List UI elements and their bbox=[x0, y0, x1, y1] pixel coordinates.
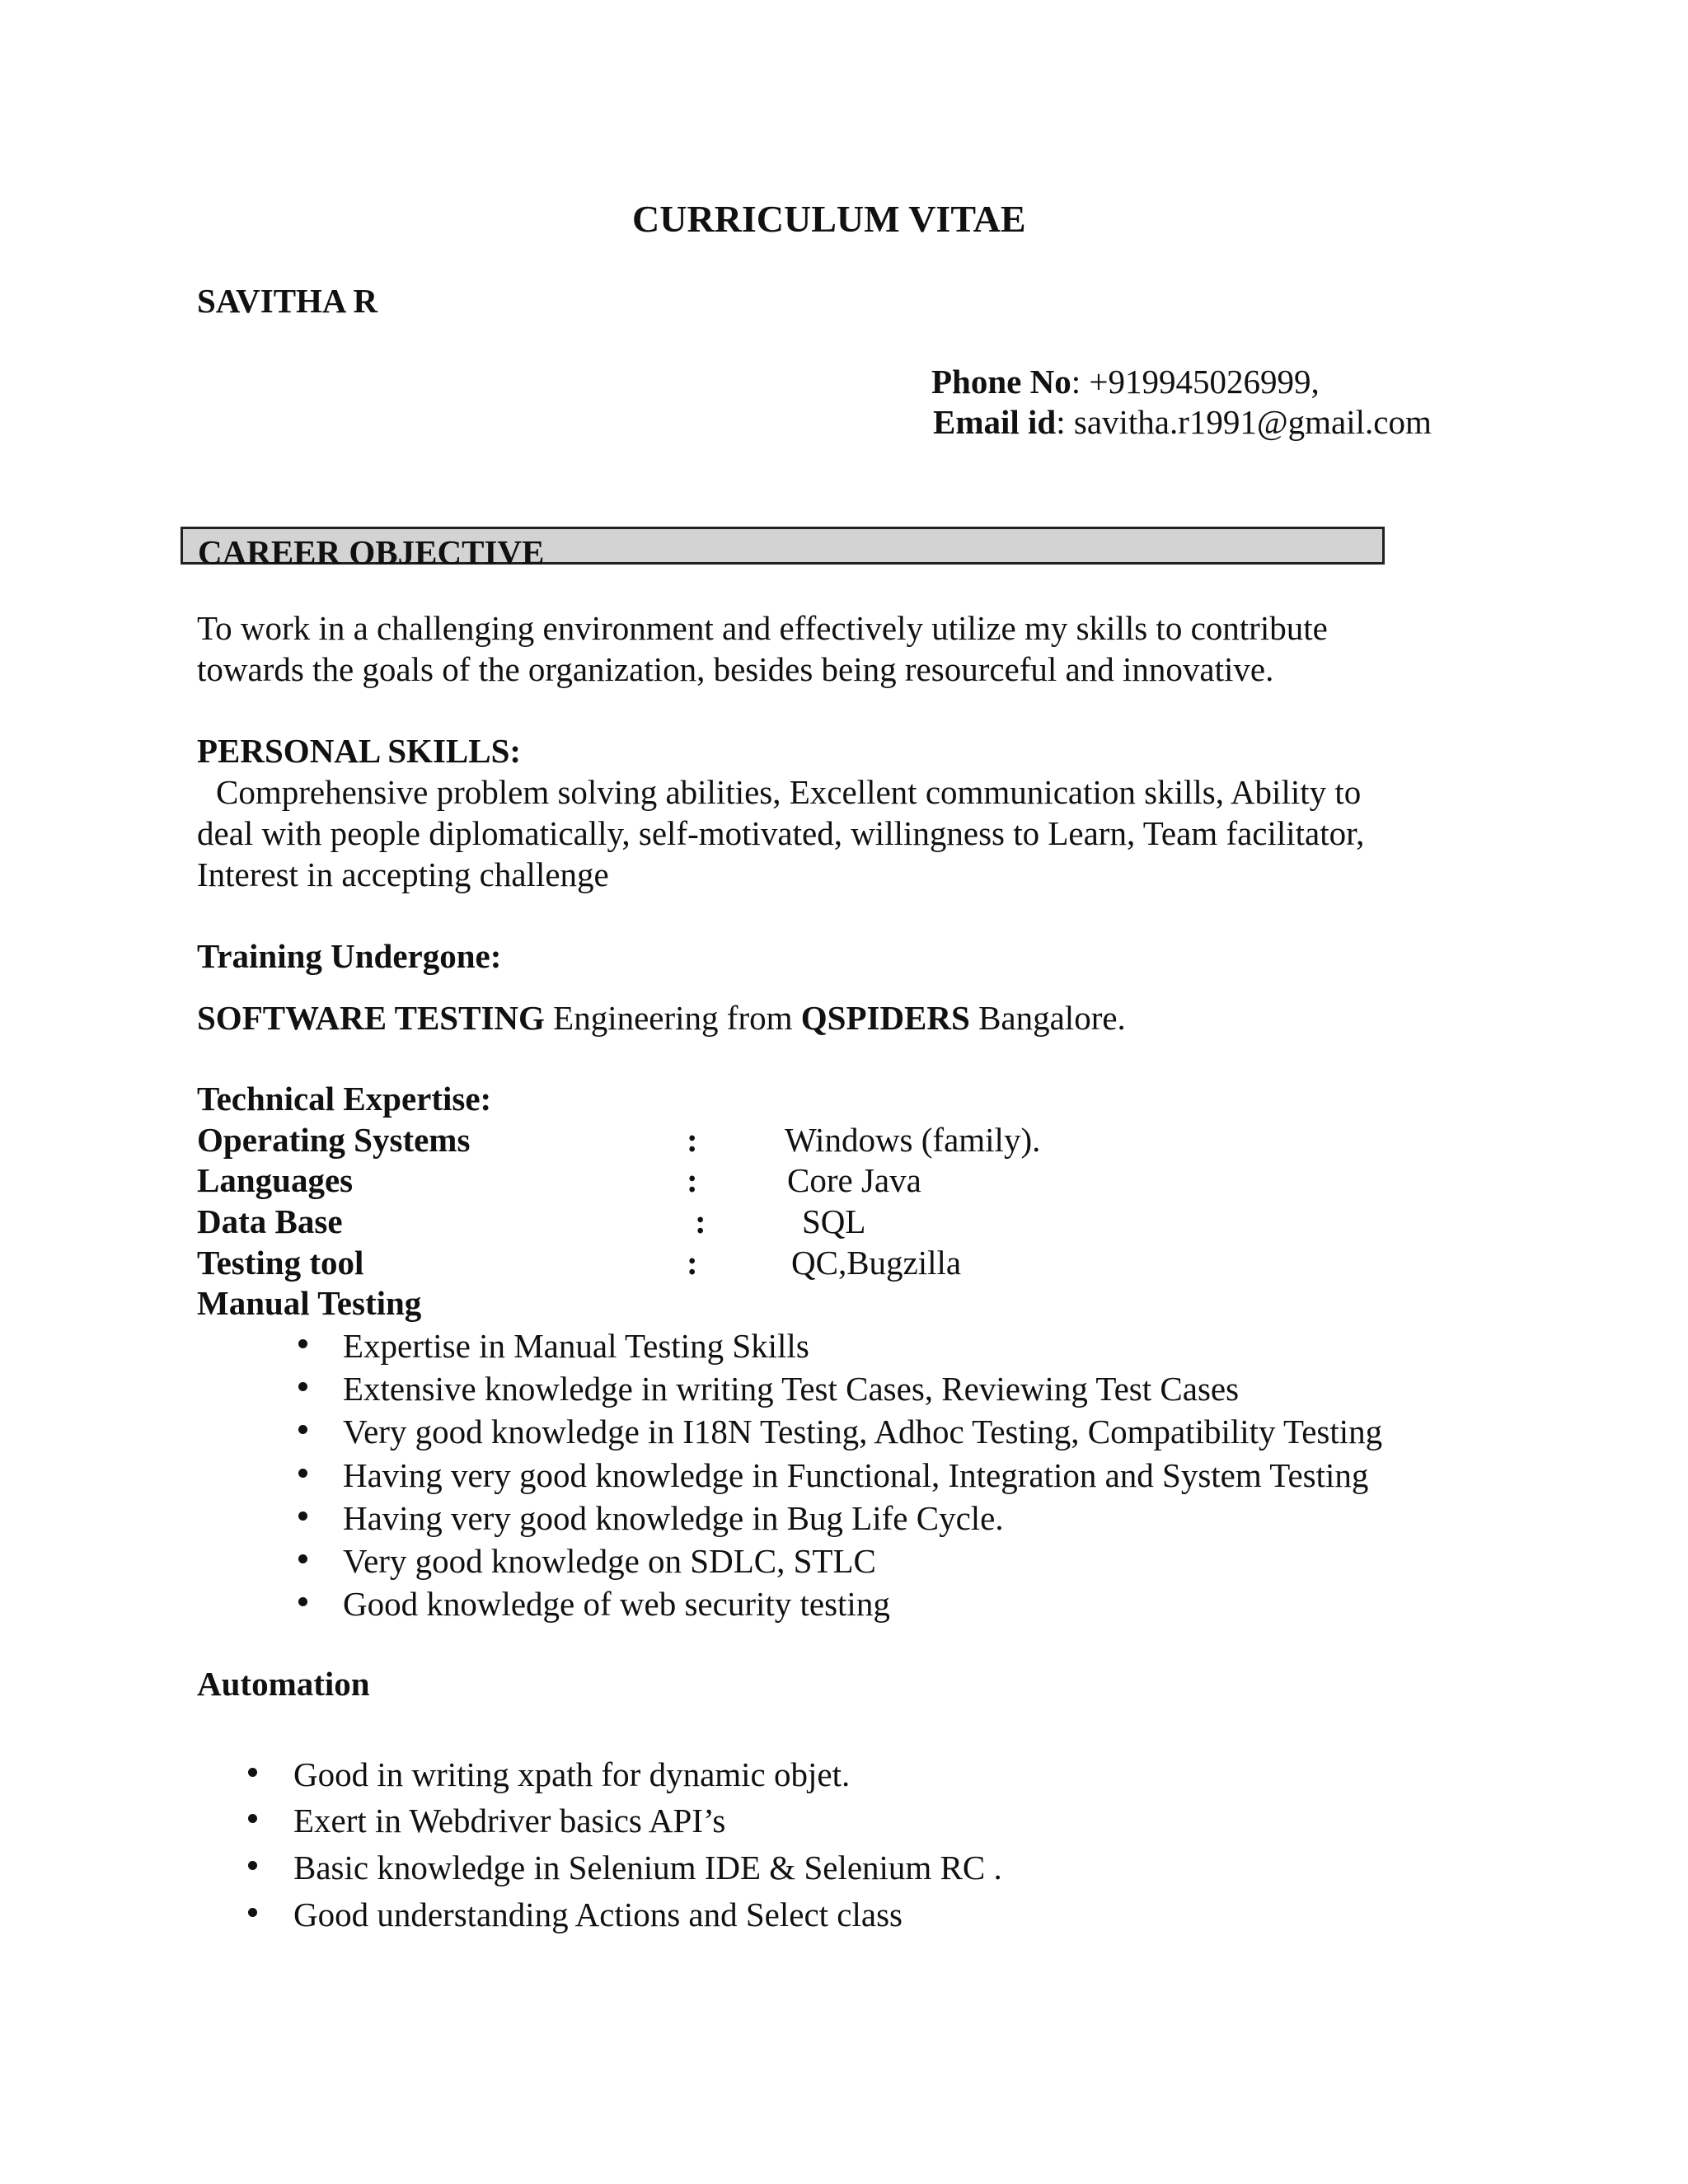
bullet-icon bbox=[298, 1382, 307, 1391]
personal-skills-line-1: Comprehensive problem solving abilities, Excellent communication skills, Ability to bbox=[216, 773, 1362, 811]
manual-item-4: Having very good knowledge in Functional, Integration and System Testing bbox=[343, 1456, 1369, 1494]
objective-line-2: towards the goals of the organization, besides being resourceful and innovative. bbox=[197, 650, 1274, 688]
objective-line-1: To work in a challenging environment and effectively utilize my skills to contribute bbox=[197, 609, 1328, 647]
manual-item-6: Very good knowledge on SDLC, STLC bbox=[343, 1542, 876, 1580]
bullet-icon bbox=[298, 1511, 307, 1521]
tech-label-database: Data Base bbox=[197, 1202, 343, 1240]
manual-item-7: Good knowledge of web security testing bbox=[343, 1585, 890, 1623]
phone-label: Phone No bbox=[931, 363, 1071, 401]
bullet-icon bbox=[298, 1597, 307, 1606]
candidate-name: SAVITHA R bbox=[197, 282, 378, 320]
automation-item-2: Exert in Webdriver basics API’s bbox=[293, 1802, 726, 1840]
bullet-icon bbox=[248, 1908, 257, 1917]
training-location: Bangalore. bbox=[978, 999, 1126, 1037]
training-middle: Engineering from bbox=[553, 999, 793, 1037]
automation-heading: Automation bbox=[197, 1665, 370, 1703]
bullet-icon bbox=[298, 1339, 307, 1348]
tech-value-os: Windows (family). bbox=[785, 1121, 1041, 1159]
email-value: : savitha.r1991@gmail.com bbox=[1056, 403, 1432, 441]
manual-item-2: Extensive knowledge in writing Test Cases, Reviewing Test Cases bbox=[343, 1370, 1240, 1408]
technical-heading: Technical Expertise: bbox=[197, 1080, 492, 1118]
tech-value-testing-tool: QC,Bugzilla bbox=[791, 1244, 962, 1282]
bullet-icon bbox=[298, 1469, 307, 1478]
career-objective-heading-box bbox=[181, 527, 1385, 571]
phone-value: : +919945026999, bbox=[1071, 363, 1320, 401]
tech-value-database: SQL bbox=[802, 1202, 866, 1240]
bullet-icon bbox=[298, 1554, 307, 1563]
tech-value-languages: Core Java bbox=[787, 1161, 921, 1199]
automation-item-3: Basic knowledge in Selenium IDE & Selenium RC . bbox=[293, 1849, 1002, 1886]
tech-label-os: Operating Systems bbox=[197, 1121, 471, 1159]
email-line bbox=[933, 405, 1432, 439]
bullet-icon bbox=[248, 1861, 257, 1870]
manual-item-3: Very good knowledge in I18N Testing, Adhoc Testing, Compatibility Testing bbox=[343, 1413, 1383, 1451]
bullet-icon bbox=[248, 1768, 257, 1777]
training-heading: Training Undergone: bbox=[197, 937, 502, 975]
manual-testing-heading: Manual Testing bbox=[197, 1284, 422, 1322]
tech-sep-testing-tool: : bbox=[687, 1244, 698, 1282]
bullet-icon bbox=[248, 1814, 257, 1823]
personal-skills-line-3: Interest in accepting challenge bbox=[197, 855, 609, 893]
tech-label-languages: Languages bbox=[197, 1161, 354, 1199]
tech-sep-languages: : bbox=[687, 1161, 698, 1199]
career-objective-heading: CAREER OBJECTIVE bbox=[198, 533, 545, 571]
training-line bbox=[197, 1001, 1126, 1035]
phone-line bbox=[931, 365, 1320, 399]
training-course: SOFTWARE TESTING bbox=[197, 999, 545, 1037]
document-title: CURRICULUM VITAE bbox=[632, 198, 1026, 240]
automation-item-4: Good understanding Actions and Select class bbox=[293, 1896, 903, 1933]
tech-sep-os: : bbox=[687, 1121, 698, 1159]
email-label: Email id bbox=[933, 403, 1057, 441]
tech-sep-database: : bbox=[695, 1202, 706, 1240]
bullet-icon bbox=[298, 1425, 307, 1434]
manual-item-1: Expertise in Manual Testing Skills bbox=[343, 1327, 809, 1365]
manual-item-5: Having very good knowledge in Bug Life Cycle. bbox=[343, 1499, 1004, 1537]
personal-skills-line-2: deal with people diplomatically, self-motivated, willingness to Learn, Team facilitator, bbox=[197, 814, 1365, 852]
training-institute: QSPIDERS bbox=[800, 999, 970, 1037]
personal-skills-heading: PERSONAL SKILLS: bbox=[197, 732, 522, 770]
automation-item-1: Good in writing xpath for dynamic objet. bbox=[293, 1755, 851, 1793]
tech-label-testing-tool: Testing tool bbox=[197, 1244, 364, 1282]
